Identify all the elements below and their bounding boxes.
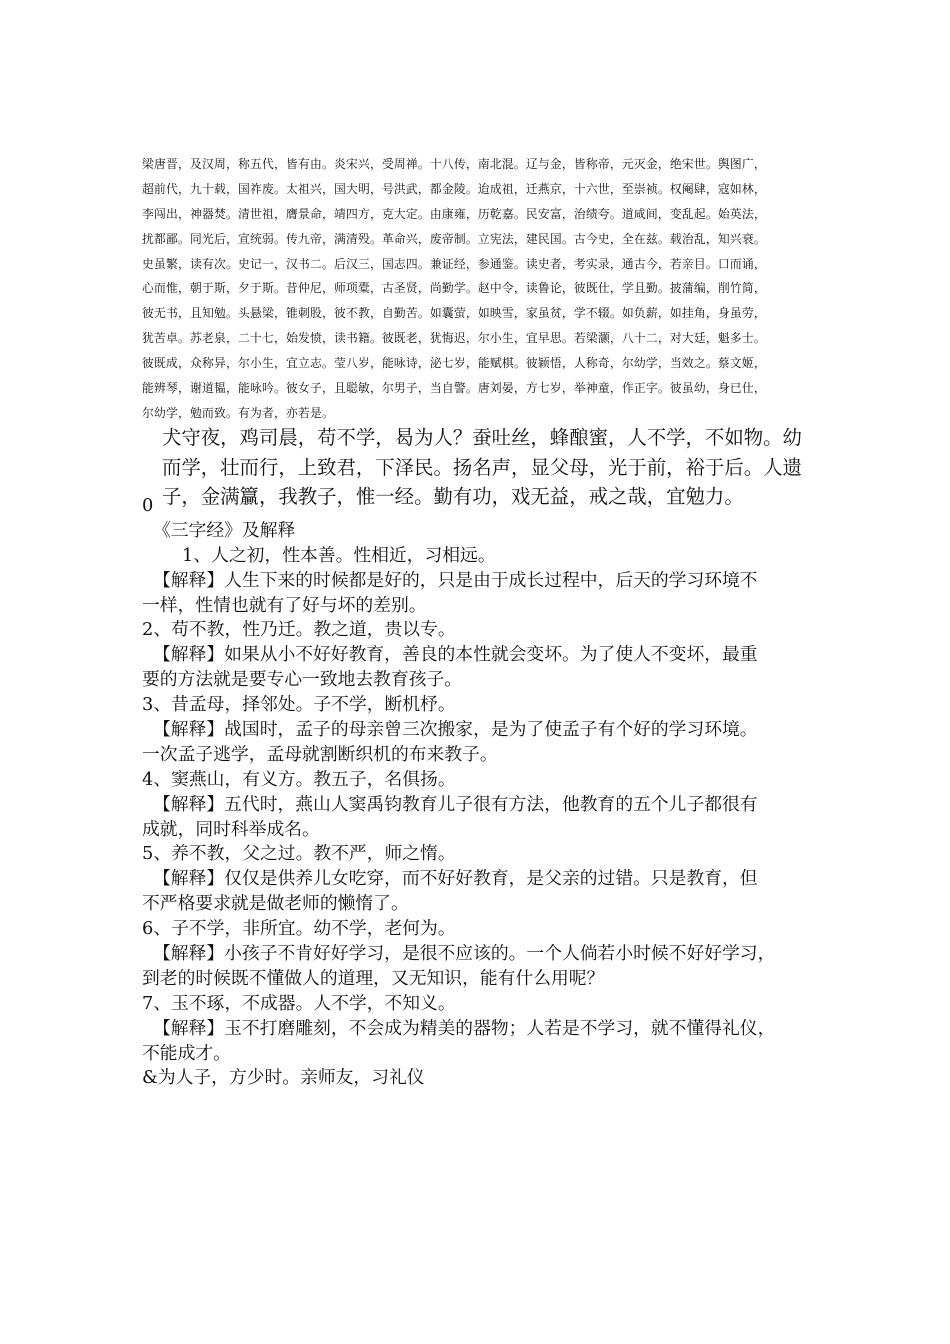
small-text-line: 彼既成，众称异，尔小生，宜立志。莹八岁，能咏诗，泌七岁，能赋棋。彼颖悟，人称奇，尔幼学，当效之。蔡文姬， bbox=[142, 356, 766, 371]
entry-explanation: 【解释】玉不打磨雕刻，不会成为精美的器物；人若是不学习，就不懂得礼仪， bbox=[153, 1017, 776, 1039]
entry-explanation: 不严格要求就是做老师的懒惰了。 bbox=[142, 893, 409, 915]
entry-explanation: 【解释】五代时，燕山人窦禹钧教育儿子很有方法，他教育的五个儿子都很有 bbox=[153, 793, 758, 815]
entry-explanation: 【解释】仅仅是供养儿女吃穿，而不好好教育，是父亲的过错。只是教育，但 bbox=[153, 868, 758, 890]
entry-explanation: 【解释】人生下来的时候都是好的，只是由于成长过程中，后天的学习环境不 bbox=[153, 569, 758, 591]
small-text-line: 超前代，九十载，国祚废。太祖兴，国大明，号洪武，都金陵。迨成祖，迁燕京，十六世，至崇祯。权阉肆，寇如林， bbox=[142, 181, 766, 196]
entry-explanation: 【解释】小孩子不肯好好学习，是很不应该的。一个人倘若小时候不好好学习， bbox=[153, 943, 776, 965]
small-text-line: 犹苦卓。苏老泉，二十七，始发愤，读书籍。彼既老，犹悔迟，尔小生，宜早思。若梁灏，八十二，对大廷，魁多士。 bbox=[142, 331, 766, 346]
entry-explanation: 要的方法就是要专心一致地去教育孩子。 bbox=[142, 669, 463, 691]
entry-explanation: 【解释】如果从小不好好教育，善良的本性就会变坏。为了使人不变坏，最重 bbox=[153, 644, 758, 666]
entry-explanation: 成就，同时科举成名。 bbox=[142, 818, 320, 840]
entry-verse: 5、养不教，父之过。教不严，师之惰。 bbox=[142, 843, 456, 865]
small-text-line: 尔幼学，勉而致。有为者，亦若是。 bbox=[142, 405, 334, 420]
main-text-block bbox=[142, 494, 817, 1091]
small-text-line: 梁唐晋，及汉周，称五代，皆有由。炎宋兴，受周禅。十八传，南北混。辽与金，皆称帝，元灭金，绝宋世。舆图广， bbox=[142, 157, 766, 171]
stray-mark: 0 bbox=[142, 495, 154, 516]
small-text-line: 彼无书，且知勉。头悬梁，锥刺股，彼不教，自勤苦。如囊萤，如映雪，家虽贫，学不辍。如负薪，如挂角，身虽劳， bbox=[142, 306, 766, 321]
small-text-line: 史虽繁，读有次。史记一，汉书二。后汉三，国志四。兼证经，参通鉴。读史者，考实录，通古今，若亲目。口而诵， bbox=[142, 256, 766, 271]
small-text-line: 扰都鄙。同光后，宣统弱。传九帝，满清殁。革命兴，废帝制。立宪法，建民国。古今史，全在兹。载治乱，知兴衰。 bbox=[142, 231, 766, 246]
small-text-block bbox=[142, 152, 812, 426]
entry-verse: 1、人之初，性本善。性相近，习相远。 bbox=[182, 544, 496, 566]
verse-line: 犬守夜，鸡司晨，苟不学，曷为人？蚕吐丝，蜂酿蜜，人不学，不如物。幼 bbox=[162, 426, 802, 449]
entry-explanation: 一样，性情也就有了好与坏的差别。 bbox=[142, 594, 427, 616]
entry-verse: 4、窦燕山，有义方。教五子，名俱扬。 bbox=[142, 768, 456, 790]
verse-line: 而学，壮而行，上致君，下泽民。扬名声，显父母，光于前，裕于后。人遗 bbox=[162, 455, 802, 479]
small-text-line: 能辨琴，谢道韫，能咏吟。彼女子，且聪敏，尔男子，当自警。唐刘晏，方七岁，举神童，作正字。彼虽幼，身已仕， bbox=[142, 381, 766, 396]
entry-explanation: 一次孟子逃学，孟母就割断织机的布来教子。 bbox=[142, 743, 498, 765]
entry-verse: 7、玉不琢，不成器。人不学，不知义。 bbox=[142, 992, 456, 1014]
section-heading: 《三字经》及解释 bbox=[153, 519, 296, 541]
entry-explanation: 【解释】战国时，孟子的母亲曾三次搬家，是为了使孟子有个好的学习环境。 bbox=[153, 719, 758, 741]
small-text-line: 心而惟，朝于斯，夕于斯。昔仲尼，师项橐，古圣贤，尚勤学。赵中令，读鲁论，彼既仕，学且勤。披蒲编，削竹简， bbox=[142, 281, 766, 296]
entry-verse: 3、昔孟母，择邻处。子不学，断机杼。 bbox=[142, 694, 456, 716]
entry-explanation: 到老的时候既不懂做人的道理，又无知识，能有什么用呢？ bbox=[142, 967, 605, 989]
entry-verse: 6、子不学，非所宜。幼不学，老何为。 bbox=[142, 918, 456, 940]
entry-verse: 2、苟不教，性乃迁。教之道，贵以专。 bbox=[142, 619, 456, 641]
verse-line: 子，金满籯，我教子，惟一经。勤有功，戏无益，戒之哉，宜勉力。 bbox=[162, 485, 744, 508]
entry-explanation: 不能成才。 bbox=[142, 1042, 231, 1064]
small-text-line: 李闯出，神器焚。清世祖，膺景命，靖四方，克大定。由康雍，历乾嘉。民安富，治绩夸。道咸间，变乱起。始英法， bbox=[142, 206, 766, 221]
final-line: &为人子，方少时。亲师友，习礼仪 bbox=[142, 1067, 425, 1089]
